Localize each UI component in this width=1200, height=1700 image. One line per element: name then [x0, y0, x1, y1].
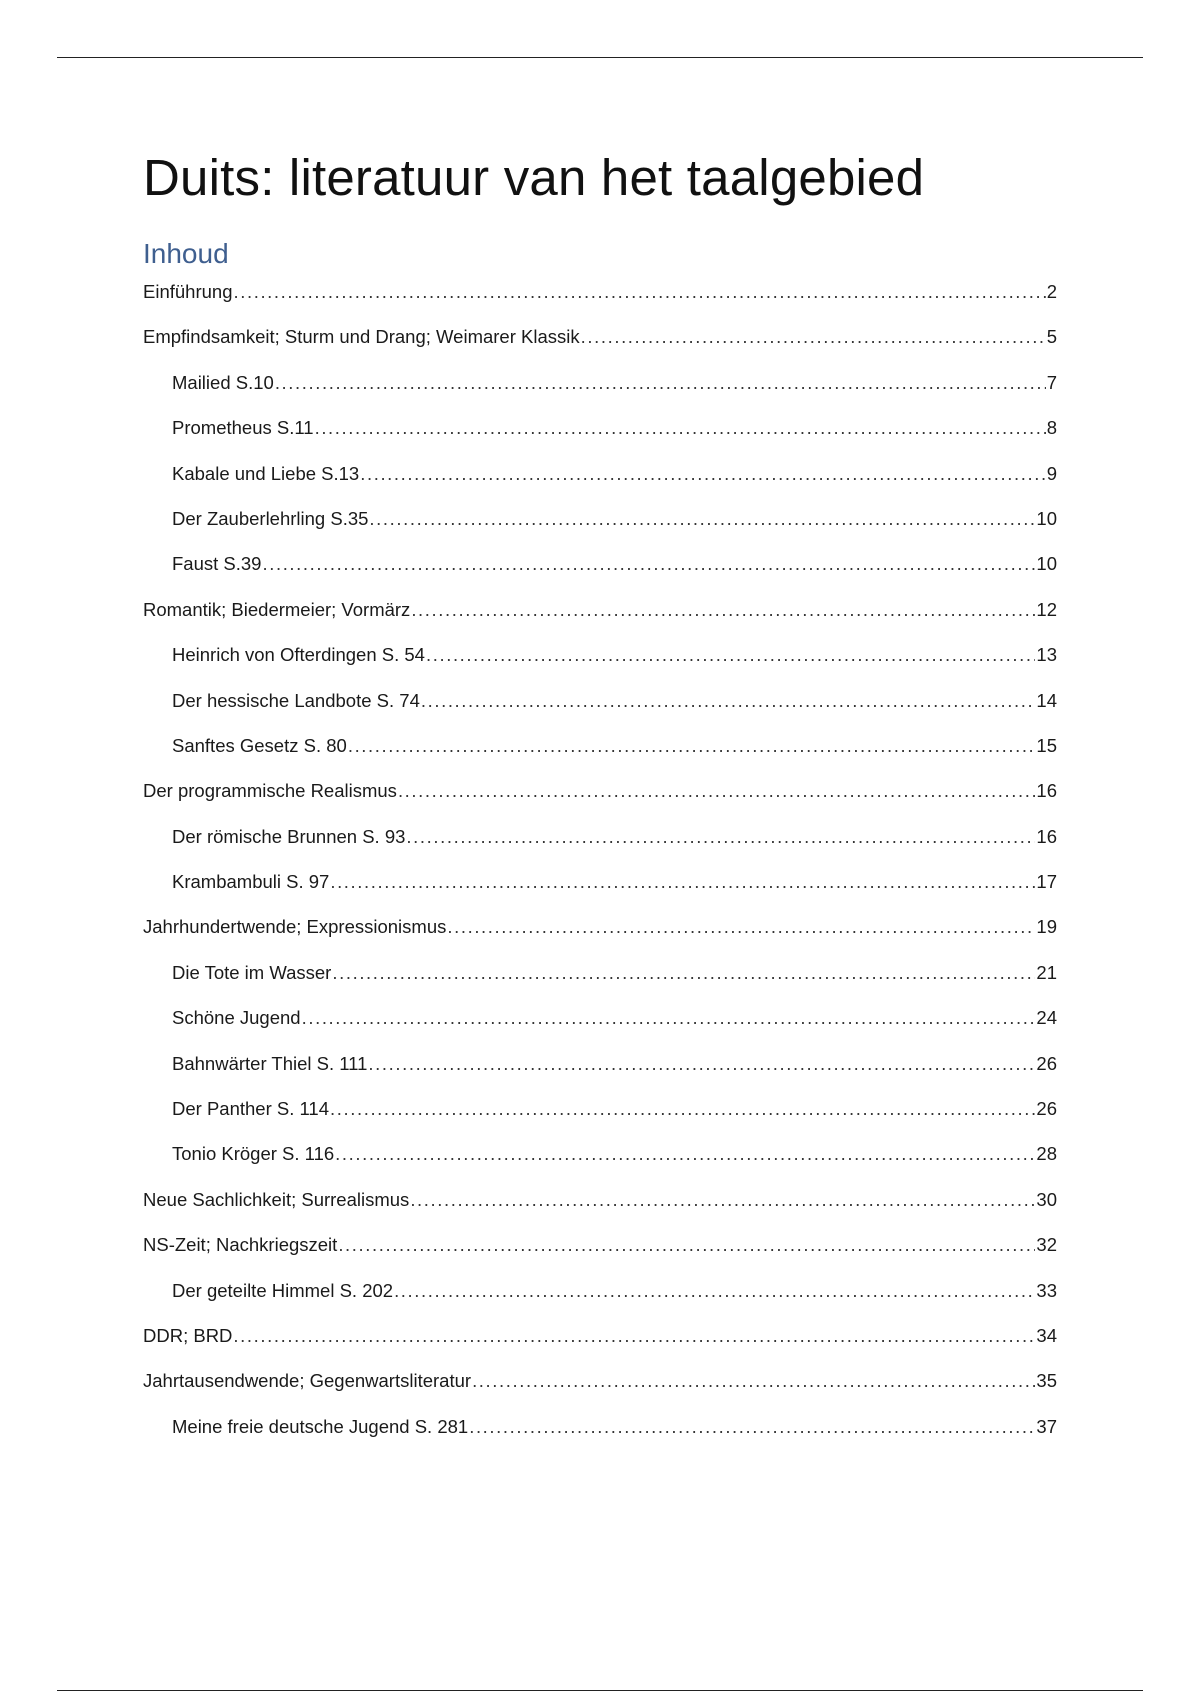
- toc-entry-page-number: 5: [1046, 326, 1057, 348]
- toc-entry-page-number: 9: [1046, 462, 1057, 484]
- toc-dot-leader: [262, 550, 1035, 578]
- toc-dot-leader: [330, 868, 1035, 896]
- toc-entry-label: Der Panther S. 114: [172, 1098, 329, 1120]
- toc-entry-label: Der römische Brunnen S. 93: [172, 825, 406, 847]
- toc-entry-label: Schöne Jugend: [172, 1007, 301, 1029]
- toc-dot-leader: [332, 959, 1035, 987]
- toc-dot-leader: [338, 1231, 1035, 1259]
- toc-entry-page-number: 16: [1036, 825, 1057, 847]
- toc-entry[interactable]: [143, 959, 1057, 1004]
- toc-entry[interactable]: [143, 505, 1057, 550]
- toc-entry[interactable]: [143, 732, 1057, 777]
- toc-entry[interactable]: [143, 278, 1057, 323]
- toc-entry-label: Romantik; Biedermeier; Vormärz: [143, 598, 411, 620]
- toc-entry[interactable]: [143, 868, 1057, 913]
- toc-entry-page-number: 21: [1036, 961, 1057, 983]
- toc-entry[interactable]: [143, 323, 1057, 368]
- toc-entry-page-number: 32: [1036, 1234, 1057, 1256]
- toc-entry-label: Krambambuli S. 97: [172, 871, 330, 893]
- header-rule: [57, 57, 1143, 58]
- toc-entry[interactable]: [143, 1413, 1057, 1458]
- toc-dot-leader: [411, 596, 1035, 624]
- toc-entry-label: Einführung: [143, 281, 233, 302]
- toc-entry[interactable]: [143, 414, 1057, 459]
- toc-entry-label: Der Zauberlehrling S.35: [172, 507, 369, 529]
- toc-entry-page-number: 17: [1036, 871, 1057, 893]
- toc-entry-page-number: 2: [1046, 281, 1057, 302]
- toc-heading: Inhoud: [143, 238, 229, 269]
- toc-entry[interactable]: [143, 1186, 1057, 1231]
- toc-dot-leader: [394, 1277, 1035, 1305]
- toc-dot-leader: [398, 777, 1035, 805]
- table-of-contents: [143, 278, 1057, 1458]
- toc-dot-leader: [447, 913, 1035, 941]
- toc-entry[interactable]: [143, 687, 1057, 732]
- toc-entry-page-number: 16: [1036, 780, 1057, 802]
- toc-entry-label: Sanftes Gesetz S. 80: [172, 734, 347, 756]
- toc-entry-page-number: 28: [1036, 1143, 1057, 1165]
- toc-entry-page-number: 26: [1036, 1098, 1057, 1120]
- toc-dot-leader: [233, 278, 1045, 306]
- toc-dot-leader: [469, 1413, 1035, 1441]
- toc-dot-leader: [315, 414, 1046, 442]
- toc-entry-page-number: 37: [1036, 1415, 1057, 1437]
- toc-entry-label: Der geteilte Himmel S. 202: [172, 1279, 394, 1301]
- toc-entry[interactable]: [143, 641, 1057, 686]
- toc-entry-page-number: 30: [1036, 1188, 1057, 1210]
- toc-entry-page-number: 10: [1036, 507, 1057, 529]
- toc-entry[interactable]: [143, 596, 1057, 641]
- toc-entry[interactable]: [143, 1231, 1057, 1276]
- toc-entry-page-number: 33: [1036, 1279, 1057, 1301]
- toc-dot-leader: [330, 1095, 1035, 1123]
- toc-dot-leader: [426, 641, 1035, 669]
- toc-entry-label: Tonio Kröger S. 116: [172, 1143, 335, 1165]
- toc-entry-label: Jahrtausendwende; Gegenwartsliteratur: [143, 1370, 472, 1392]
- toc-entry-label: Bahnwärter Thiel S. 111: [172, 1052, 368, 1074]
- toc-entry-label: Die Tote im Wasser: [172, 961, 332, 983]
- toc-entry-page-number: 12: [1036, 598, 1057, 620]
- toc-entry[interactable]: [143, 550, 1057, 595]
- toc-entry-label: DDR; BRD: [143, 1324, 233, 1346]
- toc-entry-page-number: 15: [1036, 734, 1057, 756]
- toc-entry[interactable]: [143, 913, 1057, 958]
- footer-rule: [57, 1690, 1143, 1691]
- toc-entry-label: NS-Zeit; Nachkriegszeit: [143, 1234, 338, 1256]
- toc-entry[interactable]: [143, 1050, 1057, 1095]
- toc-dot-leader: [406, 823, 1035, 851]
- toc-entry[interactable]: [143, 1322, 1057, 1367]
- toc-entry-label: Der programmische Realismus: [143, 780, 397, 802]
- toc-entry-label: Mailied S.10: [172, 371, 274, 393]
- toc-entry[interactable]: [143, 777, 1057, 822]
- toc-dot-leader: [360, 460, 1045, 488]
- toc-entry[interactable]: [143, 1140, 1057, 1185]
- toc-entry-page-number: 14: [1036, 689, 1057, 711]
- toc-dot-leader: [472, 1367, 1035, 1395]
- toc-dot-leader: [275, 369, 1046, 397]
- toc-entry[interactable]: [143, 823, 1057, 868]
- toc-entry[interactable]: [143, 1004, 1057, 1049]
- toc-entry-page-number: 13: [1036, 644, 1057, 666]
- toc-entry[interactable]: [143, 369, 1057, 414]
- toc-dot-leader: [369, 505, 1035, 533]
- toc-dot-leader: [421, 687, 1036, 715]
- toc-entry-page-number: 19: [1036, 916, 1057, 938]
- toc-entry-label: Neue Sachlichkeit; Surrealismus: [143, 1188, 410, 1210]
- toc-dot-leader: [233, 1322, 1035, 1350]
- toc-entry-page-number: 26: [1036, 1052, 1057, 1074]
- toc-entry-label: Empfindsamkeit; Sturm und Drang; Weimarer Klassik: [143, 326, 580, 348]
- toc-dot-leader: [581, 323, 1046, 351]
- toc-entry-label: Prometheus S.11: [172, 417, 314, 439]
- toc-entry-label: Faust S.39: [172, 553, 262, 575]
- toc-entry-page-number: 34: [1036, 1324, 1057, 1346]
- toc-entry[interactable]: [143, 1095, 1057, 1140]
- toc-entry[interactable]: [143, 460, 1057, 505]
- toc-entry-page-number: 24: [1036, 1007, 1057, 1029]
- toc-entry-label: Der hessische Landbote S. 74: [172, 689, 420, 711]
- toc-dot-leader: [335, 1140, 1035, 1168]
- toc-entry-label: Kabale und Liebe S.13: [172, 462, 360, 484]
- toc-dot-leader: [348, 732, 1036, 760]
- toc-entry-label: Meine freie deutsche Jugend S. 281: [172, 1415, 469, 1437]
- toc-entry[interactable]: [143, 1367, 1057, 1412]
- toc-dot-leader: [302, 1004, 1036, 1032]
- toc-entry-page-number: 35: [1036, 1370, 1057, 1392]
- toc-entry-page-number: 10: [1036, 553, 1057, 575]
- toc-entry[interactable]: [143, 1277, 1057, 1322]
- page-title: Duits: literatuur van het taalgebied: [143, 149, 925, 206]
- toc-dot-leader: [410, 1186, 1035, 1214]
- toc-entry-label: Heinrich von Ofterdingen S. 54: [172, 644, 425, 666]
- toc-entry-page-number: 7: [1046, 371, 1057, 393]
- toc-entry-page-number: 8: [1046, 417, 1057, 439]
- toc-dot-leader: [368, 1050, 1035, 1078]
- toc-entry-label: Jahrhundertwende; Expressionismus: [143, 916, 447, 938]
